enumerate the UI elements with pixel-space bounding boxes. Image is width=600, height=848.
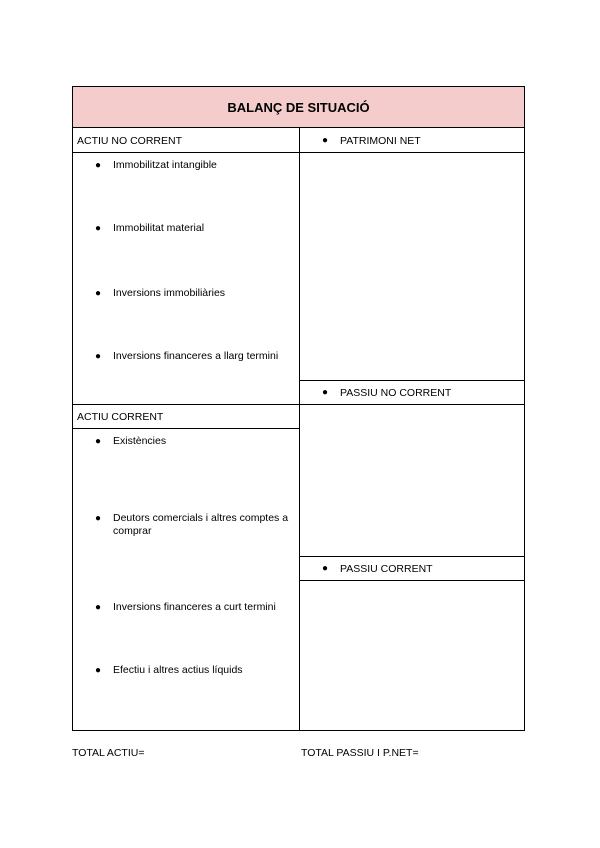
bullet-icon: ●	[95, 665, 102, 676]
list-item-label: Inversions financeres a llarg termini	[113, 350, 279, 362]
left-header-line-top	[72, 152, 299, 153]
left-header-line-bottom	[72, 428, 299, 429]
passiu-corrent-label: PASSIU CORRENT	[340, 563, 433, 575]
list-item	[95, 350, 295, 363]
bullet-icon: ●	[95, 160, 102, 171]
list-item	[95, 287, 295, 300]
bullet-icon: ●	[322, 135, 329, 146]
list-item-label: Inversions immobiliàries	[113, 287, 226, 299]
actiu-no-corrent-header: ACTIU NO CORRENT	[77, 135, 182, 147]
bullet-icon: ●	[322, 563, 329, 574]
patrimoni-net-label: PATRIMONI NET	[340, 135, 421, 147]
left-section-divider	[72, 404, 299, 405]
list-item-label: Immobilitat material	[113, 222, 205, 234]
right-header-line-5	[299, 580, 525, 581]
list-item-label: Efectiu i altres actius líquids	[113, 664, 243, 676]
bullet-icon: ●	[322, 387, 329, 398]
list-item-label: Inversions financeres a curt termini	[113, 601, 276, 613]
list-item	[95, 664, 295, 677]
total-passiu-pnet: TOTAL PASSIU I P.NET=	[301, 747, 419, 759]
right-header-line-3	[299, 404, 525, 405]
list-item	[95, 222, 295, 235]
list-item-label: Immobilitzat intangible	[113, 159, 217, 171]
column-divider	[299, 128, 300, 731]
list-item	[95, 435, 295, 448]
passiu-no-corrent-header	[322, 387, 451, 399]
balance-sheet-title: BALANÇ DE SITUACIÓ	[72, 86, 525, 128]
list-item	[95, 159, 295, 172]
list-item	[95, 601, 295, 614]
list-item	[95, 512, 295, 538]
right-header-line-1	[299, 152, 525, 153]
right-header-line-4	[299, 556, 525, 557]
total-actiu: TOTAL ACTIU=	[72, 747, 145, 759]
patrimoni-net-header	[322, 135, 421, 147]
passiu-no-corrent-label: PASSIU NO CORRENT	[340, 387, 452, 399]
bullet-icon: ●	[95, 223, 102, 234]
list-item-label: Deutors comercials i altres comptes a comprar	[113, 512, 289, 537]
passiu-corrent-header	[322, 563, 433, 575]
bullet-icon: ●	[95, 602, 102, 613]
right-header-line-2	[299, 380, 525, 381]
list-item-label: Existències	[113, 435, 167, 447]
bullet-icon: ●	[95, 351, 102, 362]
bullet-icon: ●	[95, 288, 102, 299]
actiu-corrent-header: ACTIU CORRENT	[77, 411, 164, 423]
bullet-icon: ●	[95, 436, 102, 447]
bullet-icon: ●	[95, 513, 102, 524]
